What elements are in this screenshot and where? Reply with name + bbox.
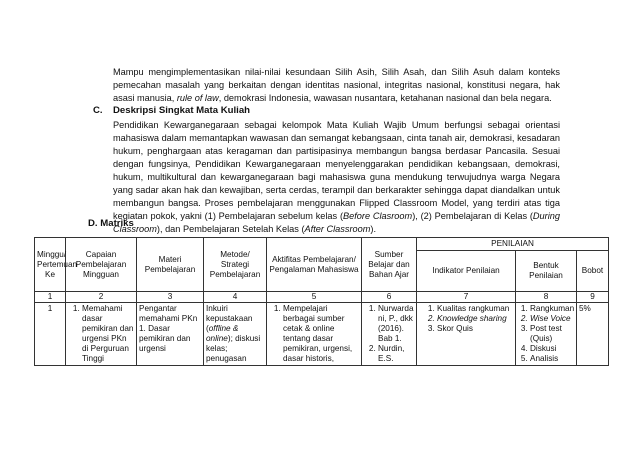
- section-c-text-1: Pendidikan Kewarganegaraan sebagai kelompok Mata Kuliah Wajib Umum berfungsi sebagai orientasi mahasiswa dalam memantapkan wawasan dan semangat kebangsaan, cinta tanah air, demokrasi, kesadaran hukum, penghargaan atas keragaman dan partisipasinya membangun bangsa berdasar Pancasila. Sesuai dengan fungsinya, Pendidikan Kewarganegaraan menyelenggarakan pendidikan kebangsaan, demokrasi, hukum, multikultural dan kewarganegaraan bagi mahasiswa guna mendukung terwujudnya warga Negara yang sadar akan hak dan kewajiban, serta cerdas, terampil dan berkarakter sehingga dapat diandalkan untuk membangun bangsa. Proses pembelajaran menggunakan Flipped Classroom Model, yang terdiri atas tiga kegiatan pokok, yakni (1) Pembelajaran sebelum kelas (: [113, 120, 560, 221]
- section-c-paragraph: [113, 119, 560, 236]
- section-c-text-2: ), (2) Pembelajaran di Kelas (: [412, 211, 533, 221]
- list-item: 1. Kualitas rangkuman: [437, 304, 513, 314]
- header-capaian: Capaian Pembelajaran Mingguan: [66, 238, 137, 292]
- metode-online: online: [206, 334, 228, 343]
- metode-text-1: Inkuiri kepustakaan (: [206, 304, 253, 333]
- intro-paragraph: Mampu mengimplementasikan nilai-nilai kesundaan Silih Asih, Silih Asah, dan Silih Asuh dalam konteks pemecahan masalah yang berkaitan dengan identitas nasional, integritas nasional, konstitusi negara, hak asasi manusia, rule of law, demokrasi Indonesia, wawasan nusantara, ketahanan nasional dan bela negara.: [113, 67, 560, 103]
- section-c-text-4: ).: [370, 224, 377, 234]
- materi-intro: Pengantar memahami PKn: [139, 304, 198, 323]
- materi-item: 1. Dasar pemikiran dan urgensi: [139, 324, 191, 353]
- col-number: 5: [267, 292, 362, 303]
- before-classroom: Before Clasroom: [343, 211, 413, 221]
- header-row-1: [35, 238, 609, 251]
- section-c-heading: [93, 105, 250, 116]
- col-number: 1: [35, 292, 66, 303]
- header-aktifitas: Aktifitas Pembelajaran/ Pengalaman Mahasiswa: [267, 238, 362, 292]
- header-sumber: Sumber Belajar dan Bahan Ajar: [362, 238, 417, 292]
- matrix-table: [34, 237, 609, 366]
- row1-materi: [137, 303, 204, 366]
- list-item: 3. Post test (Quis): [530, 324, 574, 344]
- section-c-label: C.: [93, 105, 103, 116]
- header-week: Minggu/ Pertemuan Ke: [35, 238, 66, 292]
- row1-sumber: [362, 303, 417, 366]
- list-item: 2. Knowledge sharing: [437, 314, 513, 324]
- header-metode: Metode/ Strategi Pembelajaran: [204, 238, 267, 292]
- row1-week: 1: [35, 303, 66, 366]
- header-materi: Materi Pembelajaran: [137, 238, 204, 292]
- after-classroom: After Classroom: [304, 224, 371, 234]
- section-d-title: Matriks: [100, 218, 134, 229]
- col-number: 4: [204, 292, 267, 303]
- row1-bentuk: [516, 303, 577, 366]
- header-bobot: Bobot: [577, 251, 609, 292]
- row1-aktifitas: [267, 303, 362, 366]
- section-d-heading: [88, 218, 134, 229]
- metode-text-2: ); diskusi kelas; penugasan: [206, 334, 261, 363]
- row1-bobot: 5%: [577, 303, 609, 366]
- list-item: 1. Mempelajari berbagai sumber cetak & online tentang dasar pemikiran, urgensi, dasar historis,: [283, 304, 359, 364]
- row1-metode: [204, 303, 267, 366]
- column-number-row: [35, 292, 609, 303]
- row1-capaian: [66, 303, 137, 366]
- header-bentuk: Bentuk Penilaian: [516, 251, 577, 292]
- list-item: 5. Analisis: [530, 354, 574, 364]
- table-row: [35, 303, 609, 366]
- list-item: 2. Nurdin, E.S.: [378, 344, 414, 364]
- section-c-title: Deskripsi Singkat Mata Kuliah: [113, 105, 251, 116]
- header-penilaian: PENILAIAN: [417, 238, 609, 251]
- col-number: 3: [137, 292, 204, 303]
- rule-of-law-term: rule of law: [176, 93, 219, 103]
- list-item: 1. Memahami dasar pemikiran dan urgensi PKn di Perguruan Tinggi: [82, 304, 134, 364]
- metode-offline: offline &: [208, 324, 239, 333]
- col-number: 9: [577, 292, 609, 303]
- list-item: 3. Skor Quis: [437, 324, 513, 334]
- during-classroom: During Classroom: [113, 211, 560, 234]
- col-number: 7: [417, 292, 516, 303]
- section-c-text-3: ), dan Pembelajaran Setelah Kelas (: [156, 224, 305, 234]
- list-item: 4. Diskusi: [530, 344, 574, 354]
- col-number: 6: [362, 292, 417, 303]
- section-d-label: D.: [88, 218, 98, 229]
- col-number: 2: [66, 292, 137, 303]
- col-number: 8: [516, 292, 577, 303]
- header-indikator: Indikator Penilaian: [417, 251, 516, 292]
- list-item: 1. Nurwarda ni, P., dkk (2016). Bab 1.: [378, 304, 414, 344]
- row1-indikator: [417, 303, 516, 366]
- list-item: 2. Wise Voice: [530, 314, 574, 324]
- list-item: 1. Rangkuman: [530, 304, 574, 314]
